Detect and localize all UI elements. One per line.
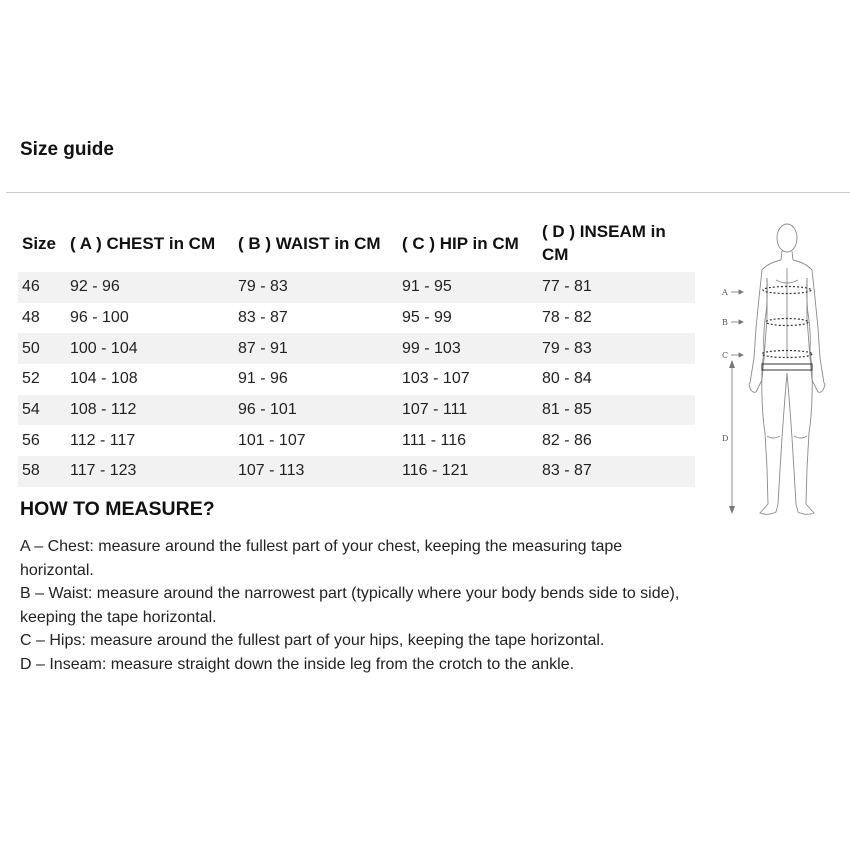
header-inseam: ( D ) INSEAM in CM xyxy=(542,222,666,264)
size-table xyxy=(18,214,695,487)
cell-waist: 96 - 101 xyxy=(234,395,398,426)
table-row xyxy=(18,364,695,395)
cell-hip: 91 - 95 xyxy=(398,272,538,303)
cell-inseam: 82 - 86 xyxy=(542,431,592,449)
title-divider xyxy=(6,192,850,193)
cell-size: 58 xyxy=(18,456,66,487)
table-row xyxy=(18,395,695,426)
cell-chest: 100 - 104 xyxy=(66,333,234,364)
cell-size: 56 xyxy=(22,431,40,449)
table-row xyxy=(18,456,695,487)
table-header-row xyxy=(18,214,695,272)
header-waist: ( B ) WAIST in CM xyxy=(238,233,381,253)
how-to-measure-list xyxy=(20,535,690,676)
header-size: Size xyxy=(22,233,57,253)
measure-waist-text: B – Waist: measure around the narrowest part (typically where your body bends side to side), keeping the tape horizontal. xyxy=(20,585,680,626)
cell-chest: 112 - 117 xyxy=(70,431,136,449)
cell-size: 46 xyxy=(18,272,66,303)
cell-hip: 95 - 99 xyxy=(402,309,452,327)
label-a: A xyxy=(722,288,728,297)
table-row xyxy=(18,425,695,456)
cell-inseam: 80 - 84 xyxy=(542,370,592,388)
cell-hip: 107 - 111 xyxy=(398,395,538,426)
cell-inseam: 77 - 81 xyxy=(538,272,695,303)
measure-inseam-text: D – Inseam: measure straight down the inside leg from the crotch to the ankle. xyxy=(20,655,575,673)
cell-size: 52 xyxy=(22,370,40,388)
cell-inseam: 79 - 83 xyxy=(538,333,695,364)
cell-chest: 117 - 123 xyxy=(66,456,234,487)
cell-size: 54 xyxy=(18,395,66,426)
cell-inseam: 78 - 82 xyxy=(542,309,592,327)
label-d: D xyxy=(722,434,729,443)
cell-chest: 96 - 100 xyxy=(70,309,129,327)
cell-waist: 87 - 91 xyxy=(234,333,398,364)
header-hip: ( C ) HIP in CM xyxy=(402,233,519,253)
cell-inseam: 83 - 87 xyxy=(538,456,695,487)
cell-inseam: 81 - 85 xyxy=(538,395,695,426)
measure-hips-text: C – Hips: measure around the fullest part of your hips, keeping the tape horizontal. xyxy=(20,632,605,649)
cell-chest: 108 - 112 xyxy=(66,395,234,426)
measure-chest-text: A – Chest: measure around the fullest part of your chest, keeping the measuring tape horizontal. xyxy=(20,538,623,579)
header-chest: ( A ) CHEST in CM xyxy=(70,233,216,253)
cell-waist: 101 - 107 xyxy=(238,431,306,449)
cell-waist: 91 - 96 xyxy=(238,370,288,388)
cell-chest: 104 - 108 xyxy=(70,370,138,388)
how-to-measure-title: HOW TO MEASURE? xyxy=(20,498,215,520)
body-measurement-figure-icon xyxy=(712,208,840,526)
cell-hip: 103 - 107 xyxy=(402,370,470,388)
cell-chest: 92 - 96 xyxy=(66,272,234,303)
table-row xyxy=(18,303,695,334)
cell-hip: 111 - 116 xyxy=(402,431,467,449)
table-row xyxy=(18,272,695,303)
label-c: C xyxy=(722,351,729,360)
cell-hip: 116 - 121 xyxy=(398,456,538,487)
cell-hip: 99 - 103 xyxy=(398,333,538,364)
cell-size: 48 xyxy=(22,309,40,327)
page-title: Size guide xyxy=(20,139,114,160)
cell-waist: 83 - 87 xyxy=(238,309,288,327)
table-row xyxy=(18,333,695,364)
label-b: B xyxy=(722,318,728,327)
cell-size: 50 xyxy=(18,333,66,364)
cell-waist: 107 - 113 xyxy=(234,456,398,487)
cell-waist: 79 - 83 xyxy=(234,272,398,303)
